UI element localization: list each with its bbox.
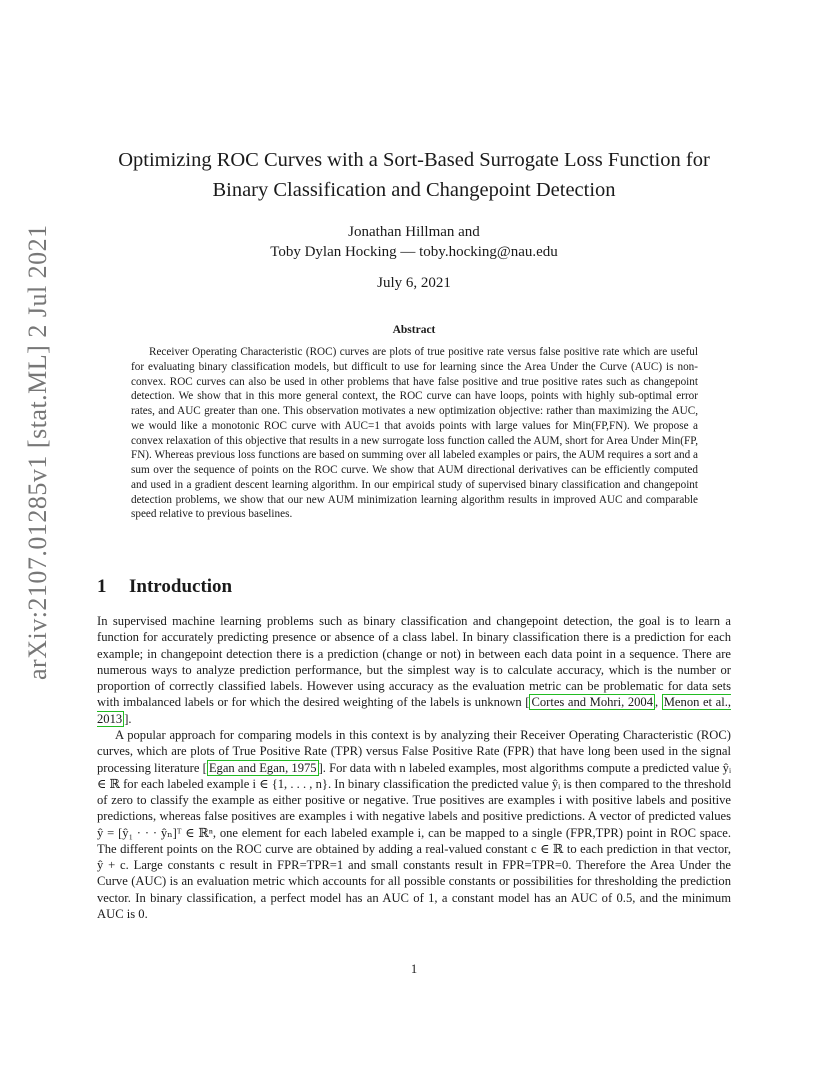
abstract-text: Receiver Operating Characteristic (ROC) curves are plots of true positive rate versus false positive rate which are useful for evaluating binary classification models, but difficult to use for learning since the Area Under the Curve (AUC) is non-convex. ROC curves can also be used in other problems that have false positive and true positive rates such as changepoint detection. We show that in this more general context, the ROC curve can have loops, points with highly sub-optimal error rates, and AUC greater than one. This observation motivates a new optimization objective: rather than maximizing the AUC, we would like a monotonic ROC curve with AUC=1 that avoids points with large values for Min(FP,FN). We propose a convex relaxation of this objective that results in a new surrogate loss function called the AUM, short for Area Under Min(FP, FN). Whereas previous loss functions are based on summing over all labeled examples or pairs, the AUM requires a sort and a sum over the sequence of points on the ROC curve. We show that AUM directional derivatives can be efficiently computed and used in a gradient descent learning algorithm. In our empirical study of supervised binary classification and changepoint detection problems, we show that our new AUM minimization learning algorithm results in improved AUC and comparable speed relative to previous baselines. <box>131 346 698 521</box>
citation-year: 2013 <box>97 711 123 726</box>
arxiv-identifier: arXiv:2107.01285v1 [stat.ML] 2 Jul 2021 <box>23 224 52 680</box>
citation-link[interactable]: Menon et al., 2013 <box>97 695 732 726</box>
paragraph-2-text-end: ]. For data with n labeled examples, most algorithms compute a predicted value ŷᵢ ∈ ℝ for each labeled example i ∈ {1, . . . , n}. In binary classification the predicted value ŷᵢ is then compared to the threshold of zero to classify the example as either positive or negative. True positives are examples i with positive labels and positive predictions, whereas false positives are examples i with negative labels and positive predictions. A vector of predicted values ŷ = [ŷ₁ · · · ŷₙ]ᵀ ∈ ℝⁿ, one element for each labeled example i, can be mapped to a single (FPR,TPR) point in ROC space. The different points on the ROC curve are obtained by adding a real-valued constant c ∈ ℝ to each prediction in that vector, ŷ + c. Large constants c result in FPR=TPR=1 and small constants result in FPR=TPR=0. Therefore the Area Under the Curve (AUC) is an evaluation metric which accounts for all possible constants or possibilities for thresholding the prediction vector. In binary classification, a perfect model has an AUC of 1, a constant model has an AUC of 0.5, and the minimum AUC is 0. <box>97 760 732 921</box>
paragraph-2 <box>97 727 731 922</box>
paragraph-1: In supervised machine learning problems such as binary classification and changepoint detection, the goal is to learn a function for accurately predicting presence or absence of a class label. In binary classification there is a prediction for each example; in changepoint detection there is a prediction (change or not) in between each data point in a sequence. There are numerous ways to analyze prediction performance, but the simplest way is to calculate accuracy, which is the number or proportion of correctly classified labels. However using accuracy as the evaluation metric can be problematic for data sets with imbalanced labels or for which the desired weighting of the labels is unknown [ Cortes and Mohri, 2004 , Menon et al., 2013 ]. <box>97 614 732 726</box>
paragraph-1-text: In supervised machine learning problems such as binary classification and changepoint detection, the goal is to learn a function for accurately predicting presence or absence of a class label. In binary classification there is a prediction for each example; in changepoint detection there is a prediction (change or not) in between each data point in a sequence. There are numerous ways to analyze prediction performance, but the simplest way is to calculate accuracy, which is the number or proportion of correctly classified labels. However using accuracy as the evaluation metric can be problematic for data sets with imbalanced labels or for which the desired weighting of the labels is unknown [ <box>97 614 731 710</box>
citation-year: 2004 <box>627 695 654 710</box>
paper-date: July 6, 2021 <box>377 275 451 291</box>
citation-link[interactable]: Egan and Egan, 1975 <box>208 760 317 775</box>
abstract-heading: Abstract <box>392 324 436 336</box>
author-list <box>90 222 738 262</box>
author-line-1: Jonathan Hillman and <box>348 224 480 240</box>
page-number: 1 <box>410 962 418 976</box>
section-heading <box>97 576 497 598</box>
paragraph-2-text-start: A popular approach for comparing models in this context is by analyzing their Receiver Operating Characteristic (ROC) curves, which are plots of True Positive Rate (TPR) versus False Positive Rate (FPR) that have long been used in the signal processing literature [ <box>97 728 731 775</box>
author-line-2: Toby Dylan Hocking — toby.hocking@nau.edu <box>270 244 558 260</box>
section-title: Introduction <box>129 576 233 597</box>
section-number: 1 <box>97 576 107 597</box>
citation-year: 1975 <box>291 760 317 775</box>
paper-title: Optimizing ROC Curves with a Sort-Based Surrogate Loss Function for Binary Classification and Changepoint Detection <box>118 149 710 201</box>
citation-link[interactable]: Cortes and Mohri, 2004 <box>531 695 654 710</box>
citation-authors: Egan and Egan <box>208 760 286 775</box>
citation-authors: Menon et al. <box>663 695 728 710</box>
citation-authors: Cortes and Mohri <box>531 695 622 710</box>
